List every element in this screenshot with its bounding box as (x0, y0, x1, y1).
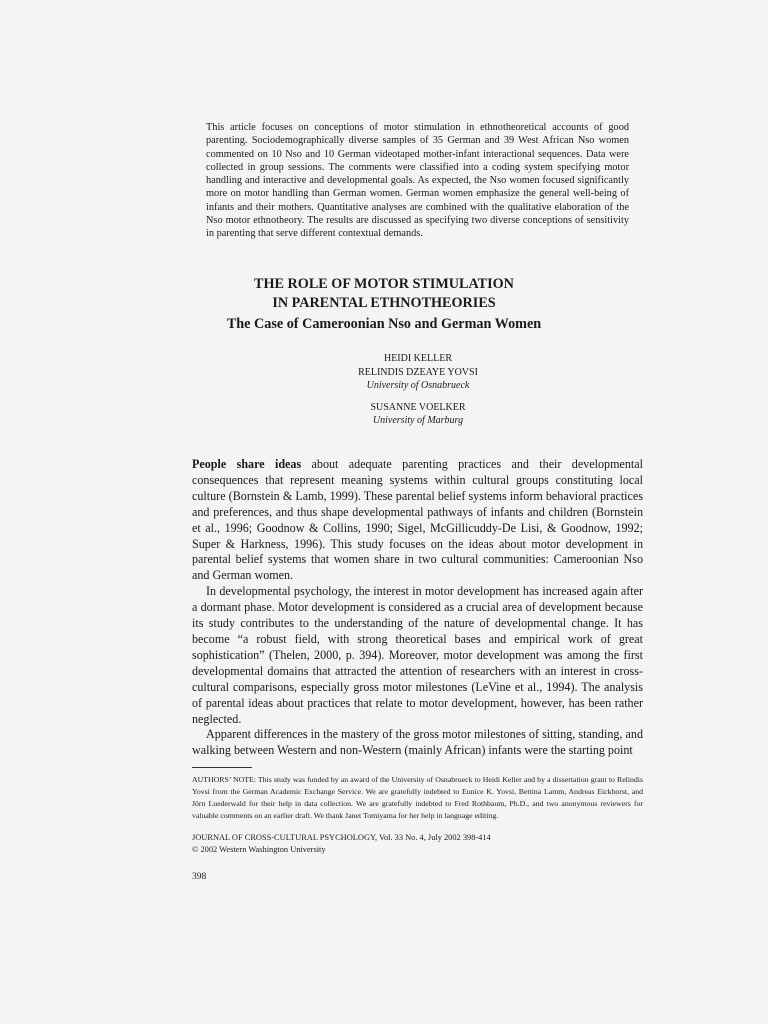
author-name: HEIDI KELLER (383, 353, 453, 364)
article-body (192, 457, 643, 759)
abstract: This article focuses on conceptions of motor stimulation in ethnotheoretical accounts of good parenting. Sociodemographically diverse samples of 35 German and 39 West African Nso women commented on 10 Nso and 10 German videotaped mother-infant interactional sequences. Data were collected in group sessions. The comments were classified into a coding system specifying motor handling and interactive and developmental goals. As expected, the Nso women focused significantly more on motor handling than German women. German women emphasize the general well-being of infants and their mothers. Quantitative analyses are combined with the qualitative elaboration of the Nso motor ethnotheory. The results are discussed as specifying two diverse conceptions of sensitivity in parenting that serve different contextual demands. (206, 122, 629, 240)
body-paragraph: Apparent differences in the mastery of the gross motor milestones of sitting, standing, and walking between Western and non-Western (mainly African) infants were the starting point (192, 727, 643, 758)
author-affiliation: University of Marburg (372, 415, 464, 426)
title-block (0, 275, 768, 334)
paragraph-text: about adequate parenting practices and their developmental consequences that represent meaning systems within cultural groups constituting local culture (Bornstein & Lamb, 1999). These parental belief systems inform behavioral practices and preferences, and thus shape developmental pathways of infants and children (Bornstein et al., 1996; Goodnow & Collins, 1990; Sigel, McGillicuddy-De Lisi, & Goodnow, 1992; Super & Harkness, 1996). This study focuses on the ideas about motor development in parental belief systems that women share in two cultural communities: Cameroonian Nso and German women. (192, 457, 643, 583)
article-title-line-2: IN PARENTAL ETHNOTHEORIES (272, 295, 496, 311)
author-name: SUSANNE VOELKER (370, 401, 466, 413)
article-title-line-1: THE ROLE OF MOTOR STIMULATION (254, 276, 514, 292)
author-block (0, 352, 768, 428)
journal-citation-block (192, 832, 643, 855)
footnote-divider (192, 767, 252, 768)
author-affiliation: University of Osnabrueck (366, 380, 470, 391)
authors-note: AUTHORS’ NOTE: This study was funded by an award of the University of Osnabrueck to Heidi Keller and by a dissertation grant to Relindis Yovsi from the German Academic Exchange Service. We are gratefully indebted to Eunice K. Yovsi, Bettina Lamm, Andreas Eickhorst, and Jörn Luederwald for their help in data collection. We are gratefully indebted to Fred Rothbaum, Ph.D., and two anonymous reviewers for valuable comments on an earlier draft. We thank Janet Tomiyama for her help in language editing. (192, 775, 643, 821)
journal-citation: JOURNAL OF CROSS-CULTURAL PSYCHOLOGY, Vol. 33 No. 4, July 2002 398-414 (192, 833, 491, 842)
author-name: RELINDIS DZEAYE YOVSI (358, 366, 478, 378)
paragraph-lead: People share ideas (192, 457, 302, 471)
copyright-line: © 2002 Western Washington University (192, 844, 326, 854)
body-paragraph (192, 457, 643, 584)
page-number: 398 (192, 872, 207, 882)
body-paragraph: In developmental psychology, the interest in motor development has increased again after a dormant phase. Motor development is considered as a crucial area of development because its study contributes to the understanding of the nature of developmental change. It has become “a robust field, with strong theoretical bases and empirical work of great sophistication” (Thelen, 2000, p. 394). Moreover, motor development was among the first developmental domains that attracted the attention of researchers with an interest in cross-cultural comparisons, especially gross motor milestones (LeVine et al., 1994). The analysis of parental ideas about practices that relate to motor development, however, has been rather neglected. (192, 584, 643, 726)
article-subtitle: The Case of Cameroonian Nso and German Women (226, 316, 542, 332)
